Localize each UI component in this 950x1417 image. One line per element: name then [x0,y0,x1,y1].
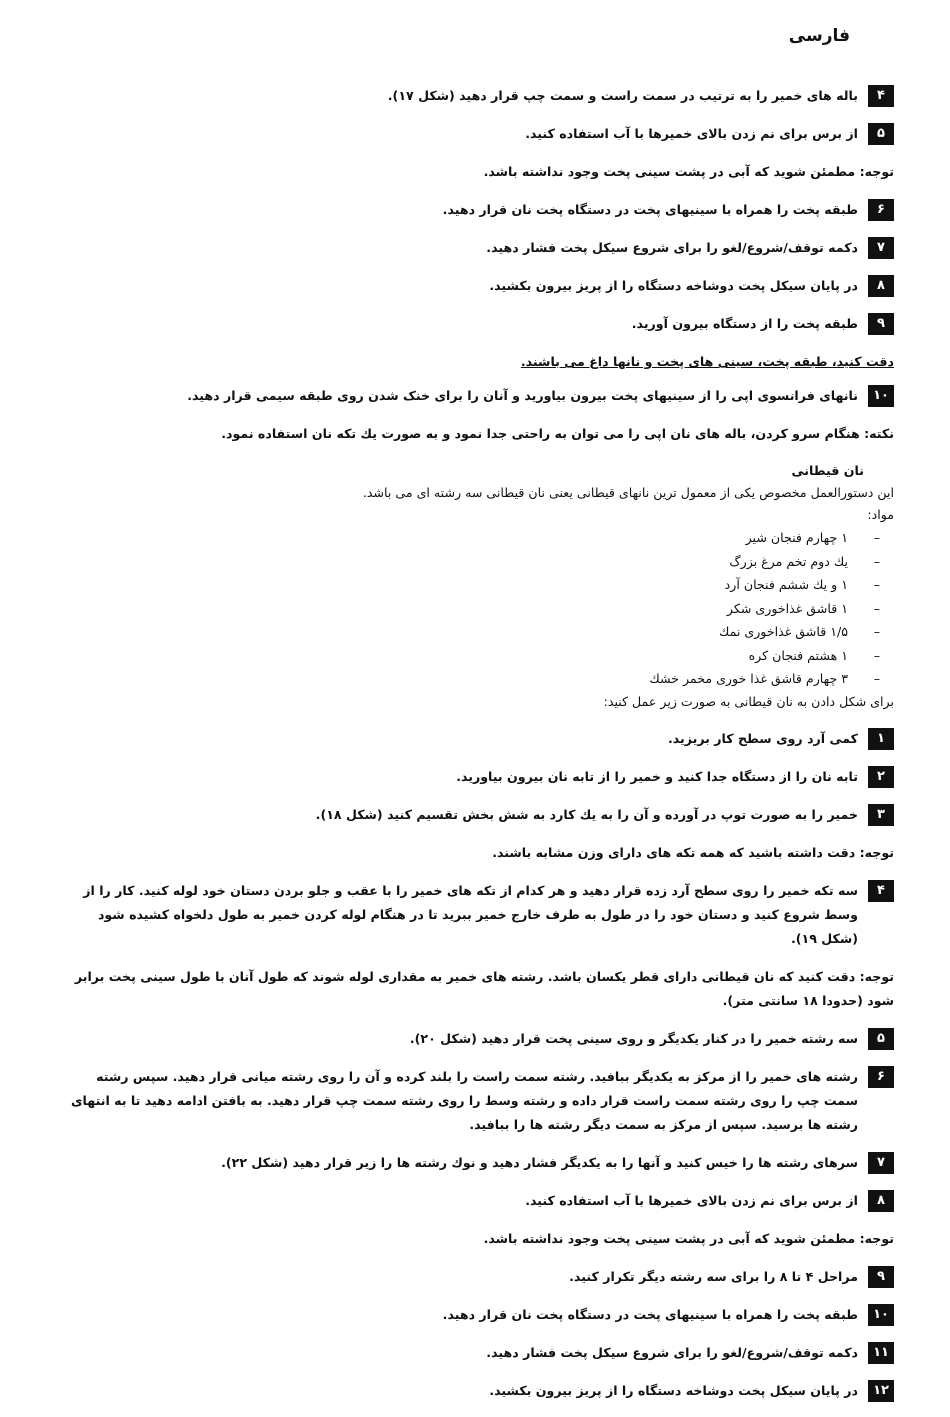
material-text: ۱ و یك ششم فنجان آرد [724,577,848,592]
step-item [62,1341,894,1365]
material-text: ۱ قاشق غذاخوری شکر [726,600,848,616]
step-number-badge: ۴ [868,880,894,902]
step-text: طبقه پخت را از دستگاه بیرون آورید. [631,316,858,331]
instructions-content [62,84,894,1417]
tip-text: نکته: هنگام سرو کردن، باله های نان اپی را می توان به راحتی جدا نمود و به صورت یك تکه نان استفاده نمود. [221,426,894,441]
step-text: طبقه پخت را همراه با سینیهای پخت در دستگاه پخت نان قرار دهید. [442,1306,858,1322]
material-item [62,667,880,691]
step-number-badge: ۶ [868,199,894,221]
warning-underlined: دقت کنید، طبقه پخت، سینی های پخت و نانها داغ می باشند. [520,354,894,369]
step-item [62,1379,894,1403]
step-text: طبقه پخت را همراه با سینیهای پخت در دستگاه پخت نان قرار دهید. [442,202,858,217]
step-number-badge: ۱۰ [868,385,894,407]
step-text: از برس برای نم زدن بالای خمیرها با آب استفاده کنید. [525,126,858,141]
list-dash: – [873,624,880,639]
step-number-badge: ۷ [868,237,894,259]
list-dash: – [873,671,880,686]
step-text: دکمه توقف/شروع/لغو را برای شروع سیکل پخت فشار دهید. [486,240,858,255]
language-header: فارسی [788,26,850,46]
material-text: یك دوم تخم مرغ بزرگ [729,553,848,569]
note-text: توجه: دقت کنید که نان قیطانی دارای قطر یکسان باشد. رشته های خمیر به مقداری لوله شوند که طول آنان با طول سینی پخت برابر شود (حدودا ۱۸ سانتی متر). [74,968,894,1008]
step-item [62,1027,894,1051]
material-text: ۱ چهارم فنجان شیر [745,530,848,545]
step-item [62,879,894,951]
step-text: مراحل ۴ تا ۸ را برای سه رشته دیگر تکرار کنید. [569,1268,858,1284]
material-text: ۱/۵ قاشق غذاخوری نمك [718,624,848,639]
step-number-badge: ۴ [868,85,894,107]
step-text: در پایان سیکل پخت دوشاخه دستگاه را از پریز بیرون بکشید. [489,278,858,293]
material-item [62,620,880,644]
material-item [62,644,880,668]
step-item [62,1065,894,1137]
step-item [62,1151,894,1175]
step-number-badge: ۵ [868,123,894,145]
materials-label: مواد: [867,507,894,522]
step-text: سه تکه خمیر را روی سطح آرد زده قرار دهید و هر کدام از تکه های خمیر را با عقب و جلو بردن دستان خود لوله کنید. کار را از وسط شروع کنید و دستان خود را در طول به طرف خارج خمیر ببرید تا در هنگام لوله کردن خمیر به طول دلخواه کشیده شود (شکل ۱۹). [83,882,858,946]
step-number-badge: ۸ [868,1190,894,1212]
recipe-intro: این دستورالعمل مخصوص یکی از معمول ترین نانهای قیطانی یعنی نان قیطانی سه رشته ای می باشد. [362,485,894,500]
step-text: در پایان سیکل پخت دوشاخه دستگاه را از پریز بیرون بکشید. [489,1382,858,1398]
step-item [62,727,894,751]
step-number-badge: ۶ [868,1066,894,1088]
step-item [62,1265,894,1289]
step-text: کمی آرد روی سطح کار بریزید. [667,730,858,746]
list-dash: – [873,577,880,592]
material-text: ۱ هشتم فنجان کره [748,647,848,663]
shaping-intro: برای شکل دادن به نان قیطانی به صورت زیر عمل کنید: [603,693,894,709]
step-item [62,1189,894,1213]
list-dash: – [873,600,880,616]
list-dash: – [873,553,880,569]
step-text: تابه نان را از دستگاه جدا کنید و خمیر را از تابه نان بیرون بیاورید. [456,768,858,784]
material-text: ۳ چهارم قاشق غذا خوری مخمر خشك [649,671,848,686]
material-item [62,526,880,550]
warning-text [62,350,894,374]
note-text: توجه: مطمئن شوید که آبی در پشت سینی پخت وجود نداشته باشد. [483,164,894,179]
step-number-badge: ۱ [868,728,894,750]
note-text: توجه: مطمئن شوید که آبی در پشت سینی پخت وجود نداشته باشد. [483,1230,894,1246]
step-number-badge: ۲ [868,766,894,788]
step-text: دکمه توقف/شروع/لغو را برای شروع سیکل پخت فشار دهید. [486,1344,858,1360]
materials-list [62,526,894,691]
step-item [62,84,894,108]
list-dash: – [873,530,880,545]
step-number-badge: ۹ [868,1266,894,1288]
recipe-title: نان قیطانی [791,463,864,478]
step-number-badge: ۱۰ [868,1304,894,1326]
step-number-badge: ۱۱ [868,1342,894,1364]
note-text: توجه: دقت داشته باشید که همه تکه های دارای وزن مشابه باشند. [492,844,894,860]
step-text: خمیر را به صورت توپ در آورده و آن را به یك کارد به شش بخش تقسیم کنید (شکل ۱۸). [315,806,858,822]
step-item [62,384,894,408]
step-item [62,803,894,827]
step-number-badge: ۷ [868,1152,894,1174]
step-text: رشته های خمیر را از مرکز به یکدیگر ببافید. رشته سمت راست را بلند کرده و آن را روی رشته میانی قرار دهید. سپس رشته سمت چپ را روی رشته سمت راست قرار داده و رشته وسط را روی رشته سمت چپ قرار دهید. به بافتن ادامه دهید تا به انتهای رشته ها برسید. سپس از مرکز به سمت دیگر رشته ها را ببافید. [71,1068,858,1132]
step-item [62,274,894,298]
step-item [62,312,894,336]
list-dash: – [873,647,880,663]
material-item [62,550,880,574]
step-number-badge: ۵ [868,1028,894,1050]
step-text: سرهای رشته ها را خیس کنید و آنها را به یکدیگر فشار دهید و نوك رشته ها را زیر قرار دهید (شکل ۲۲). [221,1154,858,1170]
step-text: نانهای فرانسوی اپی را از سینیهای پخت بیرون بیاورید و آنان را برای خنک شدن روی طبقه سیمی قرار دهید. [187,388,858,403]
step-text: باله های خمیر را به ترتیب در سمت راست و سمت چپ قرار دهید (شکل ۱۷). [387,88,858,103]
step-number-badge: ۸ [868,275,894,297]
material-item [62,573,880,597]
step-item [62,1303,894,1327]
step-text: از برس برای نم زدن بالای خمیرها با آب استفاده کنید. [525,1192,858,1208]
step-number-badge: ۱۲ [868,1380,894,1402]
material-item [62,597,880,621]
step-number-badge: ۹ [868,313,894,335]
step-item [62,198,894,222]
step-number-badge: ۳ [868,804,894,826]
step-text: سه رشته خمیر را در کنار یکدیگر و روی سینی پخت قرار دهید (شکل ۲۰). [409,1030,858,1046]
step-item [62,765,894,789]
step-item [62,236,894,260]
step-item [62,122,894,146]
